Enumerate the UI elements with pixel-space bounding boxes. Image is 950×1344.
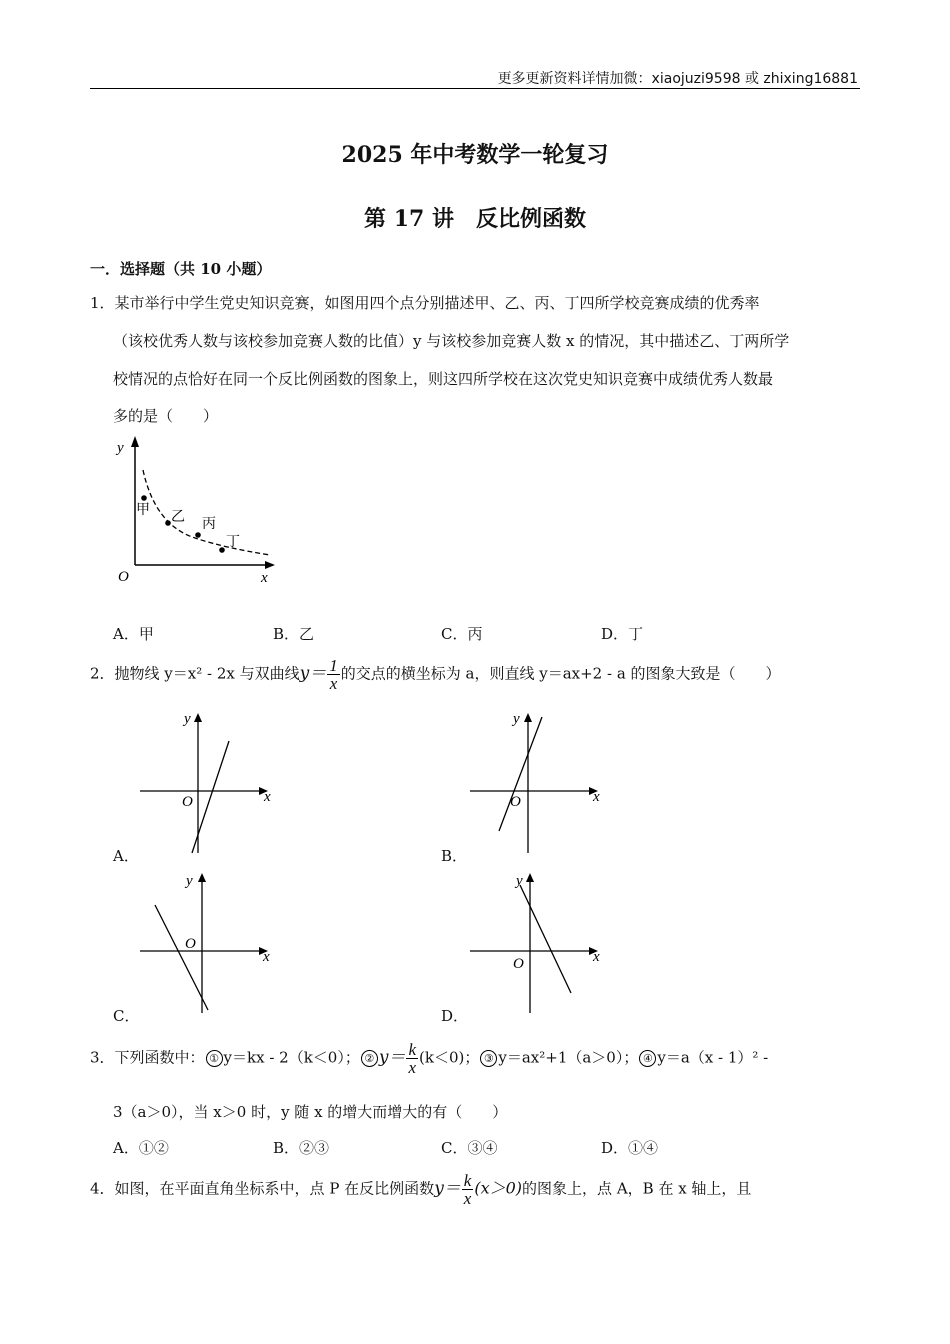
q2-graph-a	[130, 705, 285, 855]
q2-graph-b	[460, 705, 615, 855]
document-title: 2025 年中考数学一轮复习	[341, 142, 609, 168]
section-heading: 一．选择题（共 10 小题）	[90, 260, 272, 278]
x-label: x	[263, 949, 270, 965]
q2-option-b[interactable]: B．	[441, 847, 468, 865]
header-rule	[90, 88, 860, 89]
q2-graph-d	[460, 865, 615, 1015]
y-arrow-icon	[526, 873, 534, 882]
point-bing	[195, 532, 201, 538]
y-label: y	[184, 711, 191, 727]
label-bing: 丙	[202, 517, 216, 532]
q1-line2: （该校优秀人数与该校参加竞赛人数的比值）y 与该校参加竞赛人数 x 的情况，其中描述乙、丁两所学	[113, 332, 790, 350]
q2-stem	[90, 657, 781, 692]
q3-option-c[interactable]: C．③④	[441, 1139, 498, 1157]
y-arrow-icon	[194, 713, 202, 722]
q1-option-c[interactable]: C．丙	[441, 625, 483, 643]
q2-option-a[interactable]: A．	[113, 847, 139, 865]
label-yi: 乙	[171, 510, 185, 525]
q4-stem	[90, 1172, 751, 1207]
y-arrow-icon	[131, 436, 139, 447]
q3-circle-4: ④	[639, 1050, 656, 1067]
q3-f2-lhs: y＝	[378, 1047, 406, 1068]
x-label: x	[261, 570, 268, 586]
y-arrow-icon	[198, 873, 206, 882]
y-label: y	[516, 873, 523, 889]
q4-cond: (x＞0)	[474, 1178, 523, 1198]
y-label: y	[117, 440, 124, 456]
q4-frac-num: k	[463, 1171, 472, 1190]
q1-option-d[interactable]: D．丁	[601, 625, 644, 643]
q3-f2-den: x	[408, 1058, 417, 1077]
point-jia	[141, 495, 147, 501]
point-ding	[219, 547, 225, 553]
q1-figure	[105, 430, 290, 590]
origin-label: O	[118, 569, 129, 585]
q3-f1: y＝kx - 2（k＜0）；	[223, 1048, 360, 1067]
label-ding: 丁	[226, 535, 240, 550]
q2-frac-lhs: y＝	[299, 663, 327, 684]
point-yi	[165, 520, 171, 526]
q2-option-d[interactable]: D．	[441, 1007, 469, 1025]
x-label: x	[593, 789, 600, 805]
q4-frac-lhs: y＝	[434, 1178, 461, 1199]
q2-frac-den: x	[329, 674, 338, 693]
q3-option-d[interactable]: D．①④	[601, 1139, 659, 1157]
q3-prefix: 3．下列函数中：	[90, 1048, 205, 1067]
q1-option-b[interactable]: B．乙	[273, 625, 315, 643]
q1-line3: 校情况的点恰好在同一个反比例函数的图象上，则这四所学校在这次党史知识竞赛中成绩优秀人数最	[113, 370, 774, 388]
q1-line1: 1．某市举行中学生党史知识竞赛，如图用四个点分别描述甲、乙、丙、丁四所学校竞赛成绩的优秀率	[90, 294, 760, 312]
x-label: x	[593, 949, 600, 965]
q2-option-c[interactable]: C．	[113, 1007, 140, 1025]
q2-frac-num: 1	[329, 656, 338, 675]
q2-part2: 的交点的横坐标为 a，则直线 y＝ax+2 - a 的图象大致是（ ）	[340, 664, 781, 683]
origin-label: O	[185, 936, 196, 952]
header-note: 更多更新资料详情加微：xiaojuzi9598 或 zhixing16881	[497, 71, 858, 87]
inverse-curve	[143, 470, 270, 555]
x-arrow-icon	[265, 561, 275, 569]
q3-circle-1: ①	[206, 1050, 223, 1067]
q4-frac-den: x	[463, 1189, 472, 1208]
label-jia: 甲	[136, 503, 150, 518]
origin-label: O	[510, 794, 521, 810]
q3-f2-cond: (k＜0)；	[419, 1048, 480, 1067]
origin-label: O	[182, 794, 193, 810]
q3-f2-fraction	[406, 1041, 418, 1076]
q3-option-b[interactable]: B．②③	[273, 1139, 330, 1157]
q1-option-a[interactable]: A．甲	[113, 625, 154, 643]
line-b	[499, 717, 542, 831]
lesson-title: 第 17 讲 反比例函数	[364, 206, 586, 232]
y-label: y	[186, 873, 193, 889]
line-c	[155, 905, 208, 1010]
q2-fraction	[327, 657, 340, 692]
q3-circle-2: ②	[361, 1050, 378, 1067]
q3-option-a[interactable]: A．①②	[113, 1139, 169, 1157]
q1-line4: 多的是（ ）	[113, 407, 219, 425]
q4-part1: 4．如图，在平面直角坐标系中，点 P 在反比例函数	[90, 1179, 435, 1198]
q4-part2: 的图象上，点 A，B 在 x 轴上，且	[522, 1179, 752, 1198]
q3-line2: 3（a＞0），当 x＞0 时，y 随 x 的增大而增大的有（ ）	[113, 1103, 508, 1121]
origin-label: O	[513, 956, 524, 972]
q4-fraction	[462, 1172, 474, 1207]
x-label: x	[264, 789, 271, 805]
q3-f4: y＝a（x - 1）² -	[657, 1048, 769, 1067]
y-arrow-icon	[524, 713, 532, 722]
line-d	[520, 885, 571, 993]
q3-circle-3: ③	[480, 1050, 497, 1067]
q3-f2-num: k	[408, 1040, 417, 1059]
q3-stem	[90, 1041, 768, 1076]
q2-graph-c	[130, 865, 285, 1015]
q3-f3: y＝ax²+1（a＞0）；	[498, 1048, 639, 1067]
q2-part1: 2．抛物线 y＝x² - 2x 与双曲线	[90, 664, 300, 683]
y-label: y	[513, 711, 520, 727]
